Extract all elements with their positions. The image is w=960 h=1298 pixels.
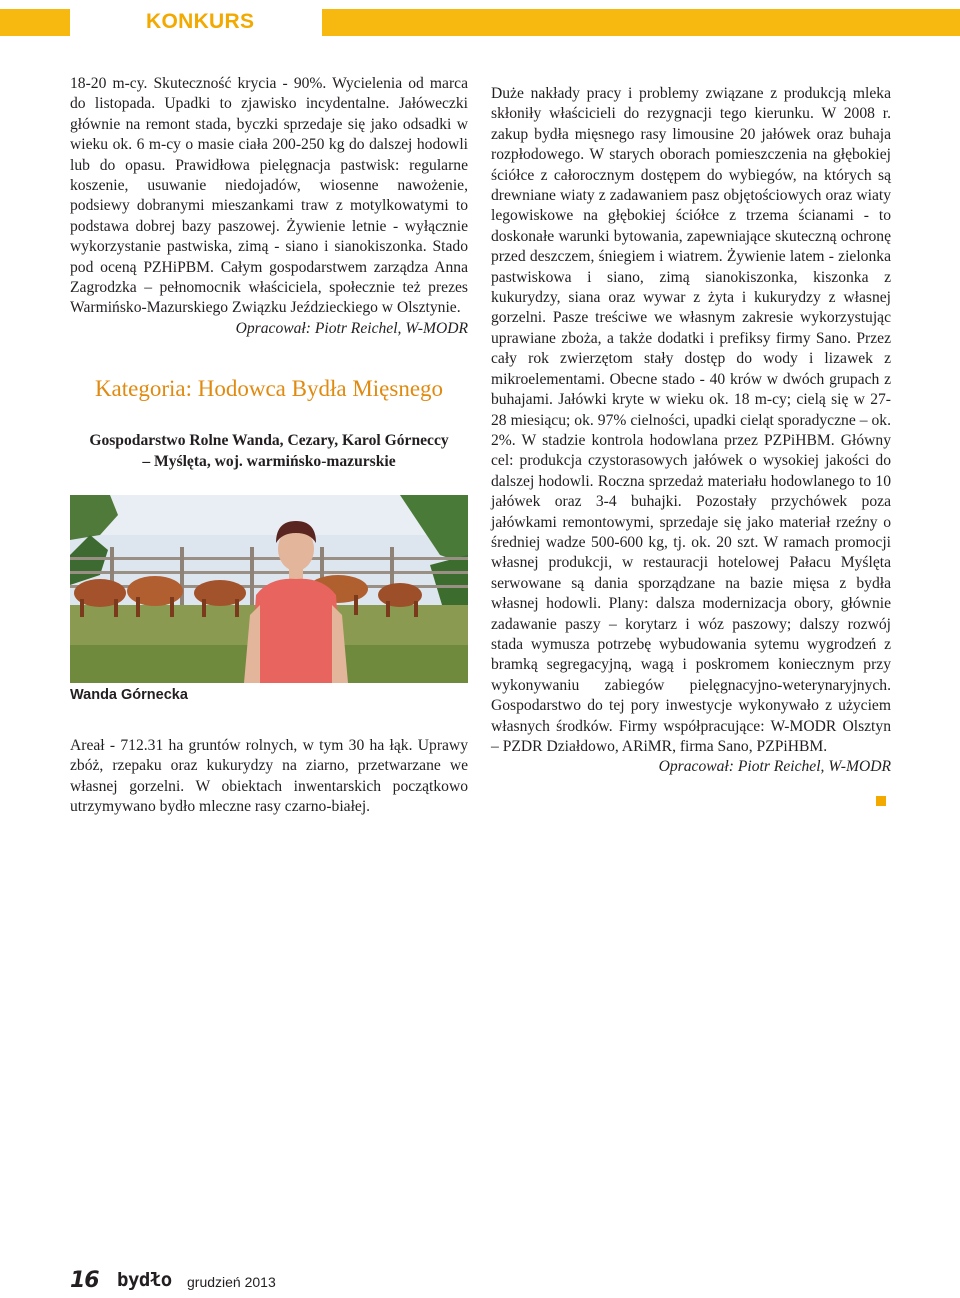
end-of-article-square <box>876 796 886 806</box>
body-paragraph: 18-20 m-cy. Skuteczność krycia - 90%. Wycielenia od marca do listopada. Upadki to zjawisko incydentalne. Jałóweczki głównie na remont stada, byczki sprzedaje się jako odsadki w wieku ok. 6 m-cy o masie ciała 200-250 kg do dalszej hodowli lub do opasu. Prawidłowa pielęgnacja pastwisk: regularne koszenie, usuwanie niedojadów, wiosenne nawożenie, podsiewy dobranymi mieszankami traw z motylkowatymi to podstawa dobrej bazy paszowej. Żywienie letnie - wyłącznie wykorzystanie pastwiska, zimą - siano i sianokiszonka. Stado pod oceną PZHiPBM. Całym gospodarstwem zarządza Anna Zagrodzka – pełnomocnik właściciela, społecznie też prezes Warmińsko-Mazurskiego Związku Jeździeckiego w Olsztynie. <box>70 75 468 317</box>
photo-illustration <box>70 495 468 683</box>
farm-title <box>70 430 468 472</box>
header-stripe-left <box>0 9 70 36</box>
farm-name: Gospodarstwo Rolne Wanda, Cezary, Karol Górneccy <box>89 432 449 449</box>
body-paragraph: Areał - 712.31 ha gruntów rolnych, w tym 30 ha łąk. Uprawy zbóż, rzepaku oraz kukurydzy na ziarno, przetwarzane we własnej gorzelni. W obiektach inwentarskich początkowo utrzymywano bydło mleczne rasy czarno-białej. <box>70 737 468 816</box>
author-credit: Opracował: Piotr Reichel, W-MODR <box>658 758 891 776</box>
left-column-bottom <box>70 736 468 818</box>
page-footer <box>70 1268 370 1296</box>
magazine-logo: bydło <box>117 1269 172 1291</box>
author-credit: Opracował: Piotr Reichel, W-MODR <box>235 319 468 337</box>
header-stripe-right <box>322 9 960 36</box>
farm-location: – Myślęta, woj. warmińsko-mazurskie <box>142 453 396 470</box>
header-bar <box>0 0 960 44</box>
farmer-photo <box>70 495 468 683</box>
photo-caption: Wanda Górnecka <box>70 687 188 703</box>
left-column-top <box>70 74 468 339</box>
issue-date: grudzień 2013 <box>187 1274 276 1290</box>
section-title: KONKURS <box>146 10 255 33</box>
category-heading: Kategoria: Hodowca Bydła Mięsnego <box>94 376 444 401</box>
page-number: 16 <box>70 1268 99 1293</box>
right-column <box>491 84 891 778</box>
body-paragraph: Duże nakłady pracy i problemy związane z produkcją mleka skłoniły właścicieli do rezygnacji tego kierunku. W 2008 r. zakup bydła mięsnego rasy limousine 20 jałówek oraz buhaja rozpłodowego. W starych oborach pomieszczenia na głębokiej ściółce z całorocznym dostępem do wybiegów, na których są drewniane wiaty z zadawaniem pasz objętościowych oraz wiaty legowiskowe na głębokiej ściółce z trzema ścianami - to doskonałe warunki bytowania, zapewniające skuteczną ochronę przed deszczem, śniegiem i wiatrem. Żywienie latem - zielonka pastwiskowa i siano, zimą sianokiszonka, kiszonka z kukurydzy, siana oraz wywar z żyta i kukurydzy z własnej gorzelni. Pasze treściwe we własnym zakresie wykorzystując uprawiane zboża, a także dodatki i prefiksy firmy Sano. Przez cały rok zwierzętom stały dostęp do wody i lizawek z mikroelementami. Obecne stado - 40 krów w dwóch grupach z buhajami. Jałówki kryte w wieku ok. 18 m-cy; cielą się w 27-28 miesiącu; ok. 97% cielności, upadki cieląt sporadyczne – ok. 2%. W stadzie kontrola hodowlana przez PZPiHBM. Główny cel: produkcja czystorasowych jałówek o wysokiej jakości do dalszej hodowli. Roczna sprzedaż materiału hodowlanego to 10 jałówek oraz 3-4 buhajki. Pozostały przychówek poza jałówkami remontowymi, sprzedaje się jako materiał rzeźny o średniej wadze 500-600 kg, tj. ok. 20 szt. W ramach promocji własnej produkcji, w restauracji hotelowej Pałacu Myślęta serwowane są dania sporządzane na bazie mięsa z bydła własnej hodowli. Plany: dalsza modernizacja obory, głównie zadawanie paszy – korytarz i wóz paszowy; dalszy rozwój stada wymusza potrzebę wybudowania sytemu wygrodzeń z bramką segregacyjną, wagą i poskromem koniecznym przy wykonywaniu zabiegów pielęgnacyjno-weterynaryjnych. Gospodarstwo do tej pory inwestycje wykonywało z użyciem własnych środków. Firmy współpracujące: W-MODR Olsztyn – PZDR Działdowo, ARiMR, firma Sano, PZPiHBM. <box>491 85 891 755</box>
